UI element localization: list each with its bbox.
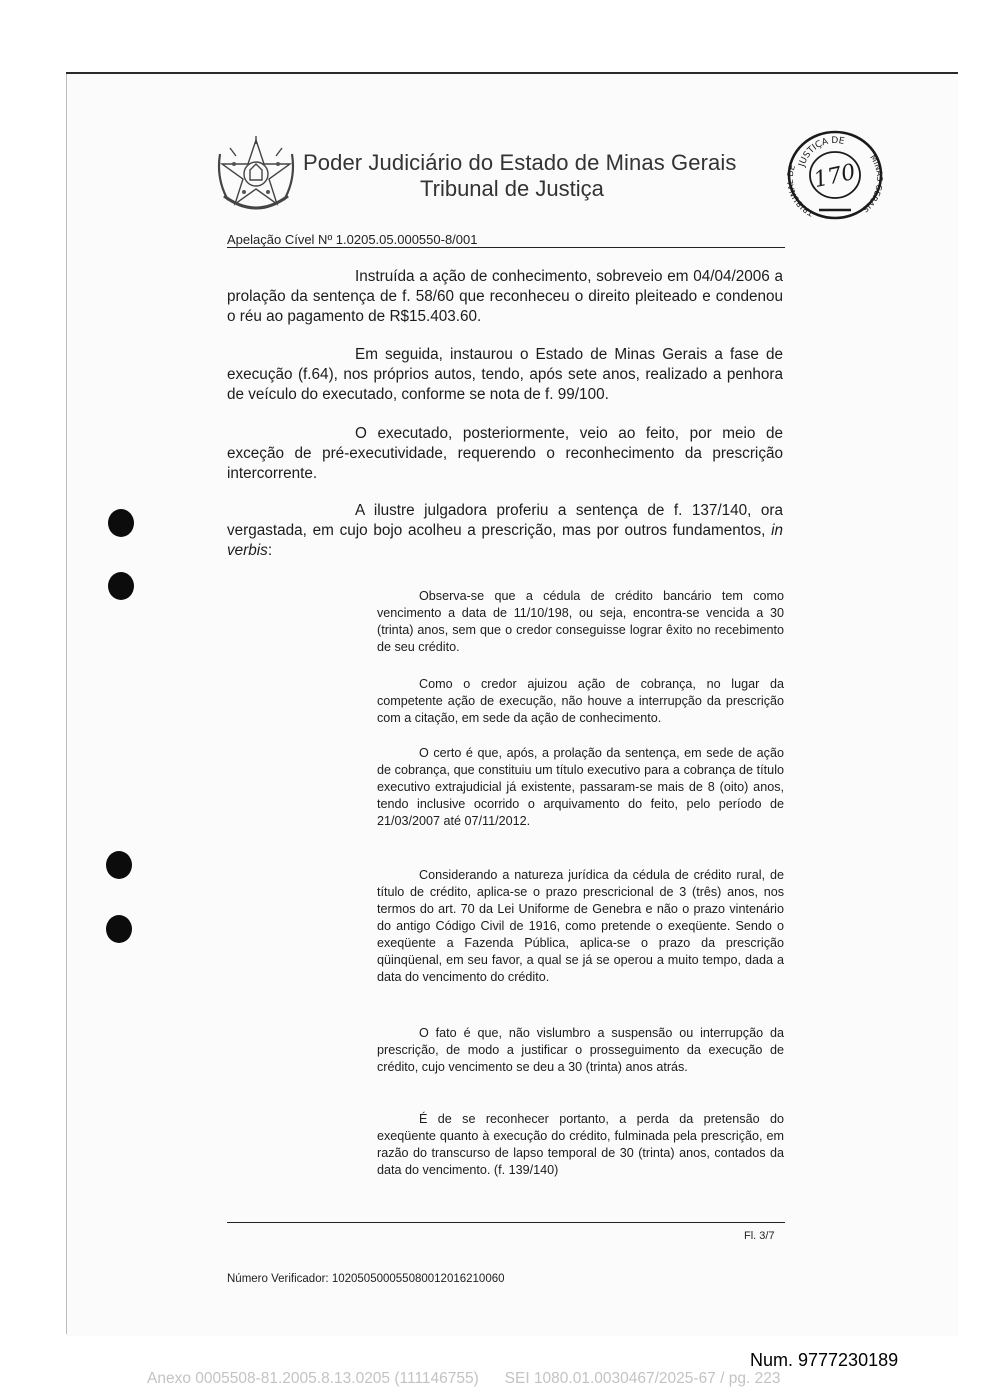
- document-number: Num. 9777230189: [750, 1350, 899, 1370]
- stamp-top-text: JUSTIÇA DE: [797, 135, 846, 168]
- footer-rule: [227, 1222, 785, 1223]
- quote-paragraph: É de se reconhecer portanto, a perda da pretensão do exeqüente quanto à execução do crédito, fulminada pela prescrição, em razão do transcurso de lapso temporal de 30 (trinta) anos, contados da data do vencimento. (f. 139/140): [377, 1112, 784, 1177]
- punch-hole: [106, 851, 132, 879]
- scan-edge-shadow: [66, 74, 67, 1334]
- paragraph: O executado, posteriormente, veio ao feito, por meio de exceção de pré-executividade, requerendo o reconhecimento da prescrição intercorrente.: [227, 425, 783, 482]
- punch-hole: [108, 509, 134, 537]
- court-subtitle: Tribunal de Justiça: [420, 176, 604, 201]
- header-rule: [227, 247, 785, 248]
- stamp-handwritten-number: 170: [811, 159, 858, 194]
- quote-paragraph: O fato é que, não vislumbro a suspensão ou interrupção da prescrição, de modo a justificar o prosseguimento da execução de crédito, cujo vencimento se deu a 30 (trinta) anos atrás.: [377, 1026, 784, 1074]
- quote-paragraph: O certo é que, após, a prolação da sentença, em sede de ação de cobrança, que constituiu um título executivo para a cobrança de título executivo extrajudicial já existente, passaram-se mais de 8 (oito) anos, tendo inclusive ocorrido o arquivamento do feito, pelo período de 21/03/2007 até 07/11/2012.: [377, 746, 784, 828]
- paragraph: Instruída a ação de conhecimento, sobreveio em 04/04/2006 a prolação da sentença de f. 58/60 que reconheceu o direito pleiteado e condenou o réu ao pagamento de R$15.403.60.: [227, 268, 783, 325]
- svg-text:MINAS GERAIS: [860, 153, 884, 214]
- paragraph: A ilustre julgadora proferiu a sentença de f. 137/140, ora vergastada, em cujo bojo acolheu a prescrição, mas por outros fundamentos, in verbis:: [227, 502, 783, 559]
- paragraph: Em seguida, instaurou o Estado de Minas Gerais a fase de execução (f.64), nos próprios autos, tendo, após sete anos, realizado a penhora de veículo do executado, conforme se nota de f. 99/100.: [227, 346, 783, 403]
- quote-paragraph: Observa-se que a cédula de crédito bancário tem como vencimento a data de 11/10/198, ou seja, encontra-se vencida a 30 (trinta) anos, sem que o credor conseguisse lograr êxito no recebimento de seu crédito.: [377, 589, 784, 654]
- case-reference: Apelação Cível Nº 1.0205.05.000550-8/001: [227, 232, 478, 247]
- stamp-left-text: TRIBUNAL DE: [785, 163, 815, 218]
- court-name: Poder Judiciário do Estado de Minas Gerais: [303, 150, 737, 175]
- coat-of-arms-icon: [214, 134, 298, 218]
- page-number: Fl. 3/7: [744, 1230, 775, 1242]
- stamp-right-text: MINAS GERAIS: [860, 153, 885, 214]
- punch-hole: [106, 915, 132, 943]
- quote-paragraph: Como o credor ajuizou ação de cobrança, no lugar da competente ação de execução, não houve a interrupção da prescrição com a citação, em sede da ação de conhecimento.: [377, 677, 784, 725]
- tribunal-stamp: [785, 128, 885, 222]
- latin-phrase: in verbis: [227, 522, 783, 559]
- verifier-number: Número Verificador: 1020505000550800120162100​60: [227, 1273, 505, 1285]
- punch-hole: [108, 572, 134, 600]
- quote-paragraph: Considerando a natureza jurídica da cédula de crédito rural, de título de crédito, aplica-se o prazo prescricional de 3 (três) anos, nos termos do art. 70 da Lei Uniforme de Genebra e não o prazo vintenário do antigo Código Civil de 1916, como pretende o exeqüente. Sendo o exeqüente a Fazenda Pública, aplica-se o prazo da prescrição qüinqüenal, em seu favor, a qual se já se operou a muito tempo, dada a data do vencimento do crédito.: [377, 868, 784, 984]
- annex-footer: Anexo 0005508-81.2005.8.13.0205 (111146755) SEI 1080.01.0030467/2025-67 / pg. 223: [147, 1370, 781, 1387]
- svg-text:TRIBUNAL DE: [786, 164, 816, 218]
